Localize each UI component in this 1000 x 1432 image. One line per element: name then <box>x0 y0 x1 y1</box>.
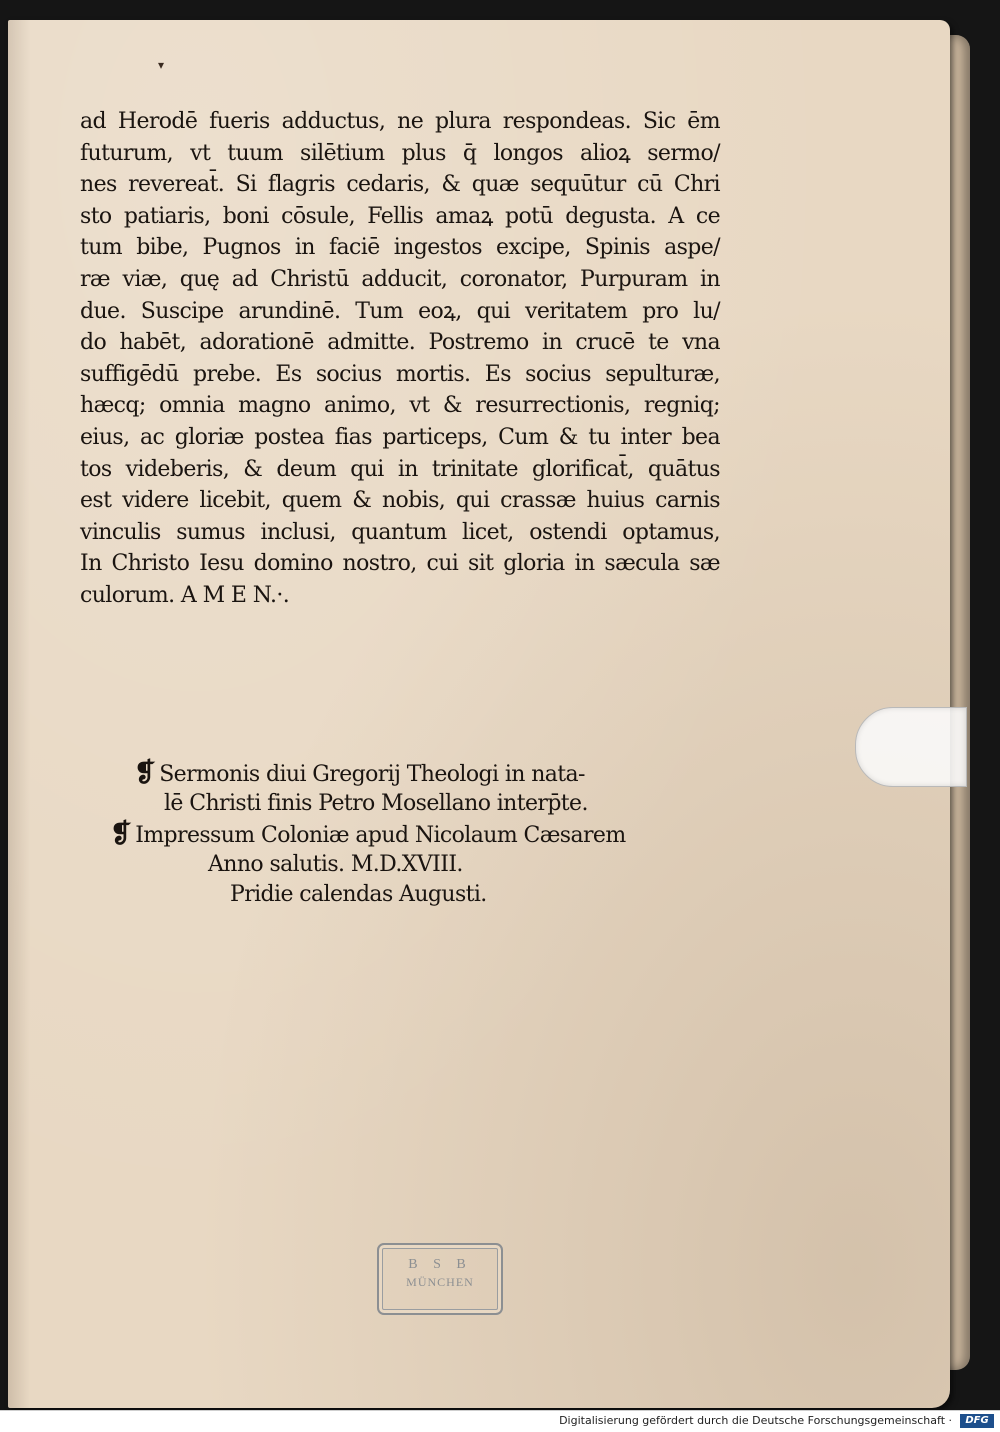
dfg-logo-icon[interactable]: DFG <box>960 1414 994 1428</box>
text-line: ad Herodē fueris adductus, ne plura respondeas. Sic ēm <box>80 109 720 134</box>
page-mark: ▾ <box>158 58 165 72</box>
text-line: sto patiaris, boni cōsule, Fellis amaꝝ potū degusta. A ce <box>80 203 720 229</box>
text-line: In Christo Iesu domino nostro, cui sit gloria in sæcula sæ <box>80 551 720 577</box>
colophon-text: Sermonis diui Gregorij Theologi in nata- <box>159 762 585 787</box>
colophon-text: Impressum Coloniæ apud Nicolaum Cæsarem <box>135 823 626 848</box>
colophon-line: Pridie calendas Augusti. <box>230 882 487 907</box>
pilcrow-icon: ❡ <box>110 819 132 849</box>
text-line: ræ viæ, quę ad Christū adducit, coronator, Purpuram in <box>80 266 720 292</box>
body-text <box>80 106 720 612</box>
text-line: due. Suscipe arundinē. Tum eoꝝ, qui veritatem pro lu/ <box>80 298 720 324</box>
library-stamp <box>377 1243 503 1315</box>
text-line: tos videberis, & deum qui in trinitate glorificat̄, quātus <box>80 456 720 482</box>
stamp-line: MÜNCHEN <box>406 1275 474 1289</box>
page-tab-marker <box>855 707 967 787</box>
colophon <box>110 758 710 911</box>
text-line: tum bibe, Pugnos in faciē ingestos excipe, Spinis aspe/ <box>80 235 720 261</box>
text-line: est videre licebit, quem & nobis, qui crassæ huius carnis <box>80 488 720 514</box>
footer-bar <box>0 1410 1000 1432</box>
text-line: nes revereat̄. Si flagris cedaris, & quæ sequūtur cū Chri <box>80 172 720 198</box>
text-line-final: culorum. A M E N.·. <box>80 582 290 608</box>
text-line: hæcq; omnia magno animo, vt & resurrectionis, regniq; <box>80 393 720 419</box>
text-line: futurum, vt tuum silētium plus q̄ longos alioꝝ sermo/ <box>80 140 720 166</box>
funding-credit: Digitalisierung gefördert durch die Deutsche Forschungsgemeinschaft · <box>559 1414 952 1427</box>
text-line: suffigēdū prebe. Es socius mortis. Es socius sepulturæ, <box>80 361 720 387</box>
stamp-line: B S B <box>408 1257 472 1272</box>
colophon-line: Anno salutis. M.D.XVIII. <box>208 851 463 877</box>
colophon-line: lē Christi finis Petro Mosellano interp̄te. <box>164 790 588 816</box>
text-line: eius, ac gloriæ postea fias particeps, Cum & tu inter bea <box>80 424 720 450</box>
text-line: do habēt, adorationē admitte. Postremo in crucē te vna <box>80 330 720 356</box>
text-line: vinculis sumus inclusi, quantum licet, ostendi optamus, <box>80 519 720 545</box>
colophon-line <box>110 758 710 789</box>
colophon-line <box>110 819 710 850</box>
pilcrow-icon: ❡ <box>134 758 156 788</box>
